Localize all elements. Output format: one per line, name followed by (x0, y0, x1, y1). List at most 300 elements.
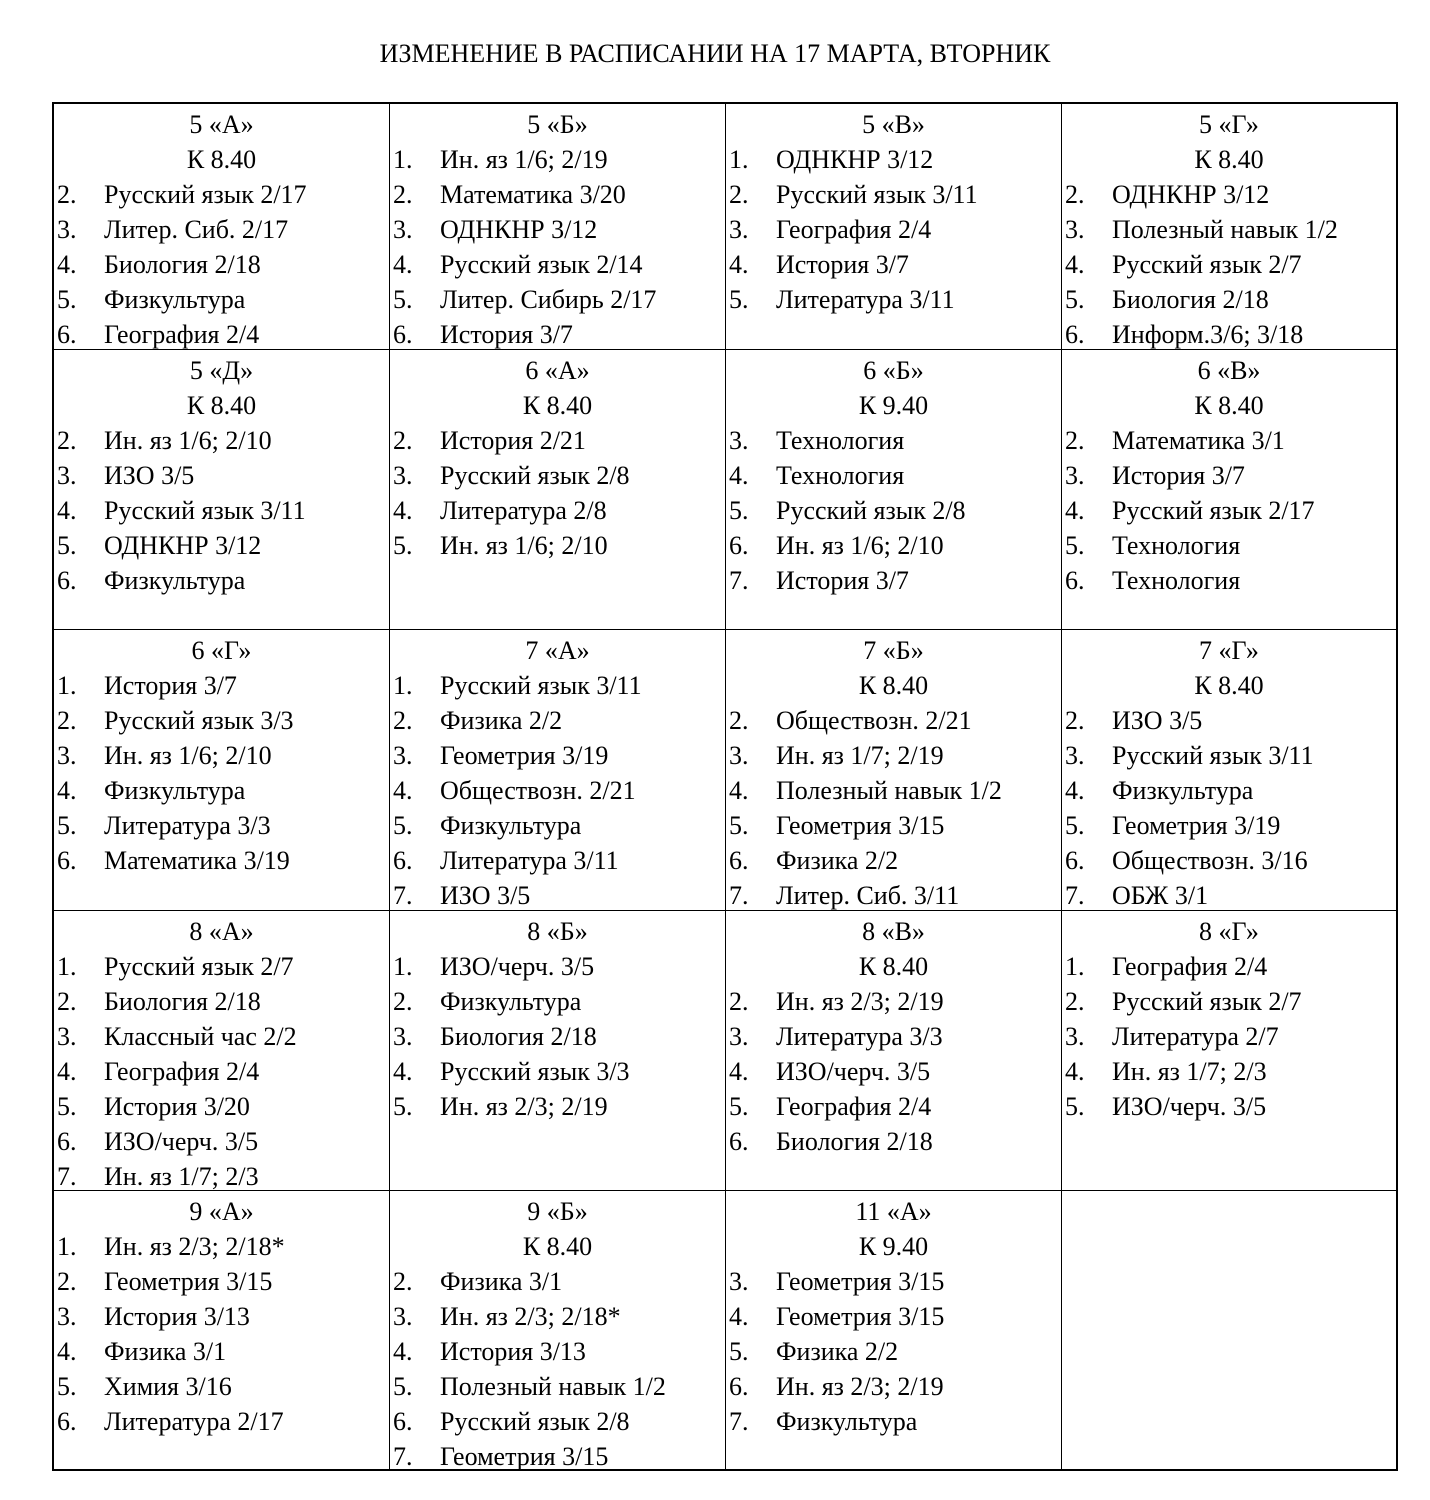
start-time: К 8.40 (186, 391, 257, 420)
lesson-number: 5. (393, 531, 413, 560)
lesson-number: 4. (1065, 1057, 1085, 1086)
lesson-row (390, 212, 725, 247)
lesson-subject: Геометрия 3/15 (776, 811, 945, 840)
lesson-row (726, 1089, 1061, 1124)
lesson-number: 1. (729, 145, 749, 174)
lesson-subject: Биология 2/18 (776, 1127, 933, 1156)
lesson-subject: ИЗО/черч. 3/5 (440, 952, 595, 981)
lesson-subject: Физкультура (104, 566, 246, 595)
lesson-number: 5. (57, 1372, 77, 1401)
lesson-row (726, 1264, 1061, 1299)
lesson-row (54, 1054, 389, 1089)
lesson-row (54, 1334, 389, 1369)
lesson-number: 2. (393, 180, 413, 209)
lesson-row (1062, 423, 1396, 458)
lesson-number: 4. (57, 250, 77, 279)
class-name: 5 «А» (189, 110, 254, 139)
lesson-row (390, 1369, 725, 1404)
class-cell (726, 104, 1062, 350)
lesson-number: 5. (57, 531, 77, 560)
lesson-row (390, 142, 725, 177)
lesson-number: 6. (1065, 846, 1085, 875)
lesson-subject: Технология (776, 461, 905, 490)
lesson-row (54, 282, 389, 317)
lesson-subject: Физика 2/2 (440, 706, 563, 735)
lesson-subject: Физика 2/2 (776, 1337, 899, 1366)
lesson-subject: Физика 3/1 (104, 1337, 227, 1366)
lesson-row (1062, 212, 1396, 247)
lesson-number: 6. (57, 1127, 77, 1156)
lesson-row (390, 1299, 725, 1334)
lesson-number: 6. (729, 1372, 749, 1401)
lesson-number: 7. (1065, 881, 1085, 910)
lesson-row (1062, 703, 1396, 738)
lesson-number: 7. (729, 566, 749, 595)
lesson-subject: Литература 2/17 (104, 1407, 284, 1436)
lesson-subject: Технология (1112, 531, 1241, 560)
lesson-subject: Биология 2/18 (440, 1022, 597, 1051)
class-cell (1062, 630, 1396, 911)
lesson-subject: ИЗО 3/5 (440, 881, 531, 910)
lesson-subject: Русский язык 3/11 (104, 496, 306, 525)
lesson-number: 2. (729, 706, 749, 735)
lesson-subject: ОДНКНР 3/12 (776, 145, 934, 174)
lesson-subject: Геометрия 3/15 (776, 1302, 945, 1331)
lesson-subject: Математика 3/20 (440, 180, 626, 209)
lesson-number: 4. (57, 776, 77, 805)
class-cell (726, 630, 1062, 911)
lesson-subject: Геометрия 3/19 (440, 741, 609, 770)
lesson-row (1062, 528, 1396, 563)
lesson-subject: Биология 2/18 (104, 987, 261, 1016)
lesson-number: 4. (393, 250, 413, 279)
lesson-subject: Русский язык 3/3 (104, 706, 294, 735)
lesson-row (390, 1264, 725, 1299)
lesson-subject: Русский язык 3/11 (776, 180, 978, 209)
lesson-subject: Литер. Сиб. 2/17 (104, 215, 289, 244)
lesson-number: 5. (729, 1092, 749, 1121)
lesson-number: 4. (57, 1057, 77, 1086)
lesson-row (726, 212, 1061, 247)
lesson-number: 4. (729, 461, 749, 490)
lesson-row (726, 1299, 1061, 1334)
lesson-number: 4. (57, 496, 77, 525)
start-time: К 8.40 (1194, 671, 1264, 700)
class-cell (726, 911, 1062, 1191)
lesson-subject: Геометрия 3/15 (440, 1442, 609, 1469)
lesson-subject: ОБЖ 3/1 (1112, 881, 1209, 910)
class-cell (1062, 911, 1396, 1191)
class-name: 7 «Г» (1199, 636, 1259, 665)
lesson-row (726, 1369, 1061, 1404)
lesson-row (1062, 1054, 1396, 1089)
lesson-number: 5. (729, 811, 749, 840)
class-cell (54, 1191, 390, 1469)
lesson-number: 2. (1065, 426, 1085, 455)
lesson-row (390, 1404, 725, 1439)
lesson-number: 4. (729, 776, 749, 805)
lesson-number: 5. (1065, 1092, 1085, 1121)
lesson-row (726, 808, 1061, 843)
lesson-subject: Математика 3/1 (1112, 426, 1285, 455)
lesson-subject: Технология (1112, 566, 1241, 595)
lesson-subject: История 3/7 (1112, 461, 1245, 490)
lesson-number: 3. (393, 1302, 413, 1331)
lesson-number: 3. (393, 741, 413, 770)
lesson-row (390, 878, 725, 911)
lesson-row (390, 528, 725, 563)
lesson-subject: Литература 3/11 (440, 846, 619, 875)
lesson-number: 6. (57, 320, 77, 349)
lesson-number: 3. (729, 215, 749, 244)
lesson-row (54, 493, 389, 528)
lesson-row (54, 1369, 389, 1404)
lesson-number: 3. (729, 741, 749, 770)
lesson-subject: Русский язык 2/8 (776, 496, 966, 525)
lesson-row (54, 317, 389, 350)
lesson-number: 6. (57, 1407, 77, 1436)
lesson-number: 6. (729, 846, 749, 875)
lesson-subject: Геометрия 3/15 (776, 1267, 945, 1296)
lesson-row (1062, 563, 1396, 598)
class-name: 7 «Б» (863, 636, 924, 665)
start-time: К 8.40 (1194, 145, 1264, 174)
class-cell (390, 104, 726, 350)
lesson-subject: Литература 2/7 (1112, 1022, 1279, 1051)
lesson-row (1062, 458, 1396, 493)
lesson-number: 5. (729, 1337, 749, 1366)
lesson-number: 6. (393, 1407, 413, 1436)
lesson-subject: История 3/13 (440, 1337, 586, 1366)
lesson-number: 1. (393, 145, 413, 174)
lesson-number: 5. (393, 1372, 413, 1401)
lesson-row (390, 703, 725, 738)
lesson-subject: Обществозн. 2/21 (776, 706, 972, 735)
lesson-number: 6. (57, 566, 77, 595)
lesson-subject: ИЗО 3/5 (104, 461, 195, 490)
lesson-row (726, 1404, 1061, 1439)
lesson-subject: История 3/7 (776, 566, 909, 595)
lesson-row (1062, 177, 1396, 212)
lesson-number: 7. (393, 881, 413, 910)
lesson-row (726, 1054, 1061, 1089)
lesson-subject: История 3/20 (104, 1092, 250, 1121)
lesson-row (1062, 247, 1396, 282)
lesson-number: 3. (1065, 741, 1085, 770)
class-cell (54, 630, 390, 911)
lesson-number: 2. (1065, 987, 1085, 1016)
lesson-subject: Физкультура (1112, 776, 1254, 805)
lesson-subject: Полезный навык 1/2 (1112, 215, 1338, 244)
lesson-subject: Физкультура (104, 776, 246, 805)
lesson-number: 4. (729, 1302, 749, 1331)
lesson-row (54, 1404, 389, 1439)
lesson-row (726, 493, 1061, 528)
lesson-number: 7. (729, 881, 749, 910)
class-cell (390, 1191, 726, 1469)
class-name: 9 «А» (189, 1197, 254, 1226)
lesson-number: 2. (57, 426, 77, 455)
lesson-subject: Геометрия 3/19 (1112, 811, 1281, 840)
class-name: 6 «Б» (863, 356, 924, 385)
lesson-number: 2. (729, 987, 749, 1016)
lesson-row (1062, 493, 1396, 528)
lesson-row (726, 177, 1061, 212)
lesson-subject: Русский язык 2/8 (440, 1407, 630, 1436)
lesson-row (390, 1019, 725, 1054)
lesson-subject: Литер. Сиб. 3/11 (776, 881, 960, 910)
lesson-subject: Русский язык 2/17 (1112, 496, 1315, 525)
lesson-subject: Ин. яз 1/7; 2/3 (1112, 1057, 1267, 1086)
lesson-row (54, 177, 389, 212)
lesson-subject: Информ.3/6; 3/18 (1112, 320, 1304, 349)
schedule-grid (52, 102, 1398, 1471)
lesson-row (726, 773, 1061, 808)
lesson-subject: Ин. яз 1/6; 2/10 (440, 531, 608, 560)
class-name: 7 «А» (525, 636, 590, 665)
class-cell (390, 911, 726, 1191)
lesson-subject: История 3/7 (104, 671, 237, 700)
lesson-number: 2. (1065, 180, 1085, 209)
lesson-row (726, 738, 1061, 773)
lesson-row (54, 1124, 389, 1159)
lesson-row (390, 282, 725, 317)
lesson-subject: Литература 3/3 (104, 811, 271, 840)
class-name: 6 «А» (525, 356, 590, 385)
lesson-row (1062, 1089, 1396, 1124)
lesson-subject: География 2/4 (1112, 952, 1268, 981)
lesson-row (390, 738, 725, 773)
class-name: 8 «Б» (527, 917, 588, 946)
lesson-row (390, 1054, 725, 1089)
lesson-row (726, 1019, 1061, 1054)
lesson-row (390, 668, 725, 703)
lesson-number: 1. (57, 671, 77, 700)
lesson-number: 6. (729, 531, 749, 560)
lesson-row (54, 458, 389, 493)
lesson-number: 7. (729, 1407, 749, 1436)
lesson-number: 5. (393, 285, 413, 314)
class-cell (390, 630, 726, 911)
lesson-number: 5. (729, 496, 749, 525)
lesson-subject: ИЗО/черч. 3/5 (776, 1057, 931, 1086)
page-title: ИЗМЕНЕНИЕ В РАСПИСАНИИ НА 17 МАРТА, ВТОРНИК (379, 39, 1051, 68)
lesson-subject: Ин. яз 2/3; 2/19 (776, 1372, 944, 1401)
lesson-number: 3. (57, 461, 77, 490)
lesson-subject: ИЗО/черч. 3/5 (104, 1127, 259, 1156)
lesson-number: 3. (57, 215, 77, 244)
lesson-row (390, 247, 725, 282)
lesson-number: 4. (729, 250, 749, 279)
lesson-row (726, 423, 1061, 458)
lesson-row (390, 843, 725, 878)
lesson-row (390, 1089, 725, 1124)
start-time: К 8.40 (858, 671, 929, 700)
lesson-number: 6. (393, 846, 413, 875)
lesson-number: 3. (1065, 215, 1085, 244)
lesson-subject: Ин. яз 2/3; 2/19 (776, 987, 944, 1016)
class-name: 5 «Г» (1199, 110, 1259, 139)
lesson-subject: Ин. яз 1/6; 2/10 (104, 426, 272, 455)
lesson-row (390, 808, 725, 843)
lesson-row (726, 703, 1061, 738)
lesson-number: 4. (1065, 250, 1085, 279)
lesson-subject: История 3/13 (104, 1302, 250, 1331)
lesson-subject: Русский язык 2/7 (1112, 987, 1302, 1016)
lesson-subject: География 2/4 (776, 1092, 932, 1121)
class-name: 11 «А» (855, 1197, 932, 1226)
lesson-number: 4. (393, 1057, 413, 1086)
lesson-row (1062, 984, 1396, 1019)
lesson-number: 2. (393, 987, 413, 1016)
lesson-subject: Обществозн. 3/16 (1112, 846, 1308, 875)
lesson-row (54, 1229, 389, 1264)
lesson-subject: Русский язык 2/7 (1112, 250, 1302, 279)
lesson-subject: Русский язык 3/11 (1112, 741, 1314, 770)
lesson-number: 2. (393, 706, 413, 735)
lesson-row (390, 423, 725, 458)
lesson-subject: Физкультура (440, 987, 582, 1016)
start-time: К 8.40 (522, 1232, 593, 1261)
class-name: 9 «Б» (527, 1197, 588, 1226)
class-name: 6 «Г» (191, 636, 252, 665)
lesson-row (54, 563, 389, 598)
class-cell (390, 350, 726, 630)
lesson-number: 5. (1065, 811, 1085, 840)
lesson-subject: География 2/4 (104, 1057, 260, 1086)
lesson-number: 3. (57, 1302, 77, 1331)
lesson-row (54, 1019, 389, 1054)
lesson-number: 3. (57, 741, 77, 770)
lesson-number: 5. (729, 285, 749, 314)
class-name: 5 «Д» (189, 356, 254, 385)
lesson-subject: Биология 2/18 (1112, 285, 1269, 314)
lesson-row (726, 142, 1061, 177)
lesson-row (1062, 317, 1396, 350)
lesson-subject: ИЗО 3/5 (1112, 706, 1203, 735)
lesson-row (726, 247, 1061, 282)
lesson-row (390, 177, 725, 212)
lesson-subject: Ин. яз 1/7; 2/3 (104, 1162, 259, 1191)
lesson-row (54, 949, 389, 984)
empty-cell (1062, 1191, 1396, 1469)
lesson-row (54, 1299, 389, 1334)
lesson-row (390, 949, 725, 984)
lesson-row (1062, 738, 1396, 773)
lesson-row (390, 984, 725, 1019)
lesson-subject: Физкультура (440, 811, 582, 840)
lesson-subject: Полезный навык 1/2 (776, 776, 1002, 805)
lesson-number: 3. (729, 1267, 749, 1296)
lesson-number: 2. (57, 180, 77, 209)
lesson-row (1062, 1019, 1396, 1054)
lesson-number: 3. (1065, 1022, 1085, 1051)
lesson-subject: Ин. яз 1/7; 2/19 (776, 741, 944, 770)
lesson-number: 2. (729, 180, 749, 209)
lesson-subject: Ин. яз 1/6; 2/10 (104, 741, 272, 770)
lesson-row (54, 984, 389, 1019)
lesson-number: 4. (393, 1337, 413, 1366)
lesson-subject: Физика 3/1 (440, 1267, 563, 1296)
lesson-number: 5. (57, 1092, 77, 1121)
lesson-number: 5. (57, 811, 77, 840)
lesson-row (54, 423, 389, 458)
lesson-number: 2. (393, 1267, 413, 1296)
lesson-subject: Классный час 2/2 (104, 1022, 297, 1051)
lesson-number: 5. (1065, 285, 1085, 314)
lesson-subject: ОДНКНР 3/12 (104, 531, 262, 560)
lesson-subject: География 2/4 (104, 320, 260, 349)
lesson-number: 1. (393, 952, 413, 981)
lesson-number: 4. (729, 1057, 749, 1086)
lesson-number: 1. (57, 1232, 77, 1261)
lesson-number: 5. (393, 811, 413, 840)
class-name: 6 «В» (1197, 356, 1261, 385)
lesson-subject: Математика 3/19 (104, 846, 290, 875)
class-cell (54, 350, 390, 630)
lesson-subject: Ин. яз 2/3; 2/19 (440, 1092, 608, 1121)
lesson-subject: Ин. яз 2/3; 2/18* (104, 1232, 285, 1261)
class-cell (1062, 104, 1396, 350)
lesson-number: 3. (729, 426, 749, 455)
lesson-number: 3. (729, 1022, 749, 1051)
lesson-row (726, 1334, 1061, 1369)
lesson-number: 2. (1065, 706, 1085, 735)
lesson-row (726, 843, 1061, 878)
lesson-row (54, 1089, 389, 1124)
lesson-subject: Физкультура (776, 1407, 918, 1436)
lesson-row (54, 1159, 389, 1191)
lesson-row (390, 1439, 725, 1469)
lesson-subject: Литература 2/8 (440, 496, 607, 525)
start-time: К 9.40 (858, 1232, 929, 1261)
lesson-row (726, 528, 1061, 563)
class-cell (54, 911, 390, 1191)
lesson-number: 4. (1065, 776, 1085, 805)
start-time: К 9.40 (858, 391, 929, 420)
lesson-number: 6. (1065, 320, 1085, 349)
class-cell (726, 1191, 1062, 1469)
lesson-number: 7. (57, 1162, 77, 1191)
lesson-number: 2. (57, 1267, 77, 1296)
class-cell (1062, 350, 1396, 630)
lesson-row (54, 843, 389, 878)
lesson-number: 3. (393, 1022, 413, 1051)
lesson-subject: Геометрия 3/15 (104, 1267, 273, 1296)
start-time: К 8.40 (1194, 391, 1264, 420)
lesson-row (726, 282, 1061, 317)
lesson-row (1062, 282, 1396, 317)
lesson-subject: Русский язык 2/14 (440, 250, 643, 279)
lesson-number: 4. (57, 1337, 77, 1366)
lesson-subject: Литер. Сибирь 2/17 (440, 285, 657, 314)
lesson-row (54, 212, 389, 247)
lesson-number: 6. (729, 1127, 749, 1156)
lesson-number: 5. (1065, 531, 1085, 560)
start-time: К 8.40 (522, 391, 593, 420)
lesson-row (54, 703, 389, 738)
lesson-subject: Полезный навык 1/2 (440, 1372, 666, 1401)
lesson-subject: География 2/4 (776, 215, 932, 244)
lesson-row (726, 1124, 1061, 1159)
lesson-row (390, 773, 725, 808)
lesson-row (390, 1334, 725, 1369)
lesson-subject: Химия 3/16 (104, 1372, 232, 1401)
lesson-row (54, 668, 389, 703)
lesson-row (1062, 878, 1396, 911)
lesson-number: 3. (57, 1022, 77, 1051)
lesson-subject: История 3/7 (776, 250, 909, 279)
